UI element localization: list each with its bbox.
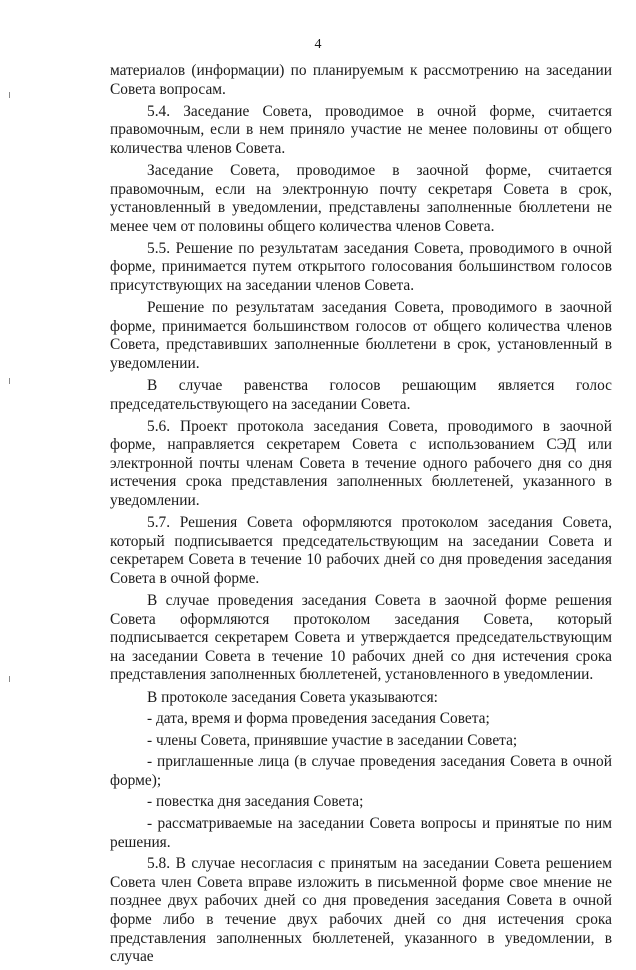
document-body	[110, 62, 612, 970]
list-item: - дата, время и форма проведения заседания Совета;	[147, 710, 490, 728]
paragraph: материалов (информации) по планируемым к рассмотрению на заседании Совета вопросам.	[110, 62, 612, 98]
list-item: - повестка дня заседания Совета;	[147, 793, 364, 811]
list-item: - рассматриваемые на заседании Совета вопросы и принятые по ним решения.	[110, 815, 612, 851]
paragraph: 5.7. Решения Совета оформляются протоколом заседания Совета, который подписывается председательствующим на заседании Совета и секретарем Совета в течение 10 рабочих дней со дня проведения заседания Совета в очной форме.	[110, 514, 612, 587]
margin-mark	[9, 676, 10, 682]
list-heading: В протоколе заседания Совета указываются:	[147, 688, 438, 706]
paragraph: В случае проведения заседания Совета в заочной форме решения Совета оформляются протоколом заседания Совета, который подписывается секретарем Совета и утверждается председательствующим на заседании Совета в течение 10 рабочих дней со дня истечения срока представления заполненных бюллетеней, установленного в уведомлении.	[110, 592, 612, 684]
margin-mark	[9, 378, 10, 384]
paragraph: 5.8. В случае несогласия с принятым на заседании Совета решением Совета член Совета вправе изложить в письменной форме свое мнение не позднее двух рабочих дней со дня проведения заседания Совета в очной форме либо в течение двух рабочих дней со дня истечения срока представления заполненных бюллетеней, указанного в уведомлении, в случае	[110, 855, 612, 966]
paragraph: 5.5. Решение по результатам заседания Совета, проводимого в очной форме, принимается путем открытого голосования большинством голосов присутствующих на заседании членов Совета.	[110, 239, 612, 295]
paragraph: 5.6. Проект протокола заседания Совета, проводимого в заочной форме, направляется секретарем Совета с использованием СЭД или электронной почты членам Совета в течение одного рабочего дня со дня истечения срока представления заполненных бюллетеней, указанного в уведомлении.	[110, 417, 612, 510]
paragraph: Заседание Совета, проводимое в заочной форме, считается правомочным, если на электронную почту секретаря Совета в срок, установленный в уведомлении, представлены заполненные бюллетени не менее чем от половины общего количества членов Совета.	[110, 161, 612, 235]
paragraph: 5.4. Заседание Совета, проводимое в очной форме, считается правомочным, если в нем приняло участие не менее половины от общего количества членов Совета.	[110, 102, 612, 157]
paragraph: В случае равенства голосов решающим является голос председательствующего на заседании Совета.	[110, 377, 612, 413]
list-item: - приглашенные лица (в случае проведения заседания Совета в очной форме);	[110, 753, 612, 789]
paragraph: Решение по результатам заседания Совета, проводимого в заочной форме, принимается большинством голосов от общего количества членов Совета, представивших заполненные бюллетени в срок, установленный в уведомлении.	[110, 299, 612, 372]
list-item: - члены Совета, принявшие участие в заседании Совета;	[147, 731, 518, 749]
page-number: 4	[314, 37, 322, 52]
margin-mark	[9, 92, 10, 98]
